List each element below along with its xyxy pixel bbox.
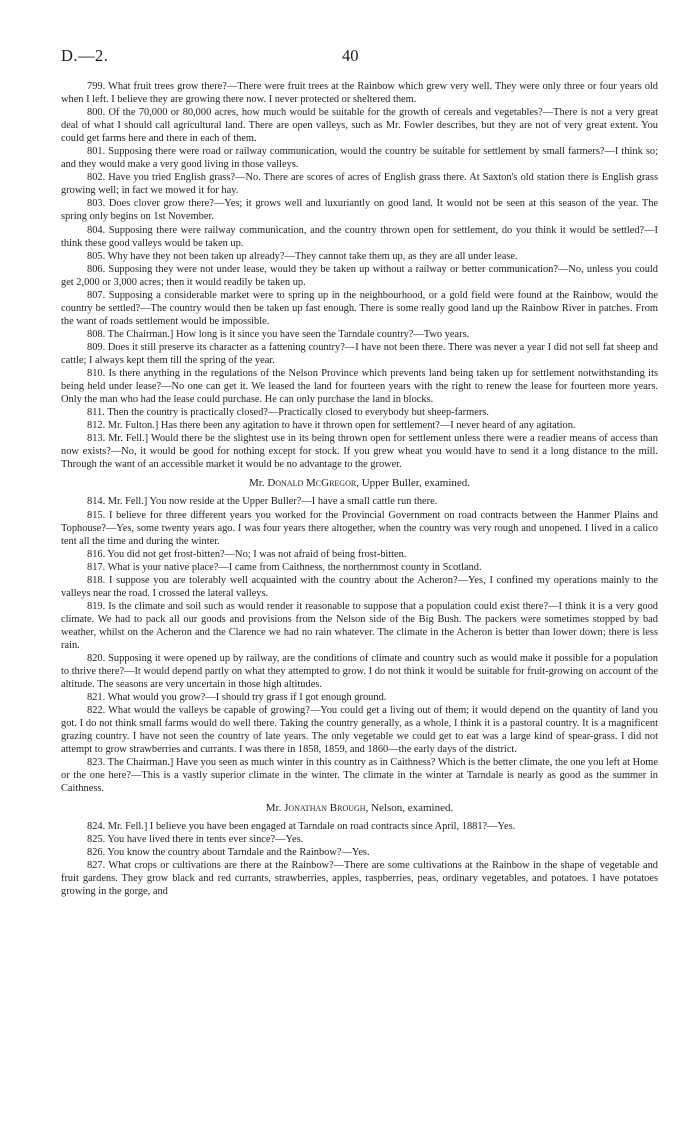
witness-heading-brough: Mr. Jonathan Brough, Nelson, examined. xyxy=(265,801,454,814)
question-825: 825. You have lived there in tents ever since?—Yes. xyxy=(87,833,304,845)
question-800: 800. Of the 70,000 or 80,000 acres, how much would be suitable for the growth of cereals and vegetables?—There is not a very great deal of what I should call agricultural land. There are open valleys, such as Mr. Fowler describes, but they are not of very great extent. You could get farms here and there in each of them. xyxy=(61,107,658,145)
question-811: 811. Then the country is practically closed?—Practically closed to everybody but sheep-farmers. xyxy=(87,407,489,419)
question-808: 808. The Chairman.] How long is it since you have seen the Tarndale country?—Two years. xyxy=(87,328,470,340)
question-817: 817. What is your native place?—I came from Caithness, the northernmost county in Scotland. xyxy=(87,561,482,573)
question-827: 827. What crops or cultivations are there at the Rainbow?—There are some cultivations at the Rainbow in the shape of vegetable and fruit gardens. They grow black and red currants, strawberries, apples, raspberries, peas, ordinary vegetables, and potatoes. I have potatoes growing in the gorge, and xyxy=(61,859,658,897)
witness-name: Jonathan Brough xyxy=(284,801,366,814)
testimony-body xyxy=(61,80,658,898)
question-820: 820. Supposing it were opened up by railway, are the conditions of climate and country such as would make it possible for a population to thrive there?—It would depend partly on what they attempted to grow. I do not think it would be suitable for fruit-growing on account of the altitude. The seasons are very uncertain in those high altitudes. xyxy=(61,653,658,691)
question-816: 816. You did not get frost-bitten?—No; I was not afraid of being frost-bitten. xyxy=(87,548,407,560)
page-number: 40 xyxy=(342,46,359,65)
question-821: 821. What would you grow?—I should try grass if I got enough ground. xyxy=(87,692,387,704)
question-822: 822. What would the valleys be capable of growing?—You could get a living out of them; it would depend on the quantity of land you got. I do not think small farms would do well there. Taking the country generally, as a whole, I think it is a pastoral country. It is a magnificent grazing country. I have not seen the country of late years. The only vegetable we could get to eat was a large kind of spear-grass. I did not attempt to grow strawberries and currants. I was there in 1858, 1859, and 1860—the early days of the district. xyxy=(61,705,658,756)
page-header xyxy=(61,46,658,68)
question-810: 810. Is there anything in the regulations of the Nelson Province which prevents land being taken up for settlement notwithstanding its being held under lease?—No one can get it. We leased the land for fourteen years with the right to renew the lease for fourteen more years. Only the man who had the lease could purchase. He can only purchase the land in blocks. xyxy=(61,368,658,406)
question-818: 818. I suppose you are tolerably well acquainted with the country about the Acheron?—Yes, I confined my operations mainly to the valleys near the road. I crossed the lateral valleys. xyxy=(61,574,658,599)
question-826: 826. You know the country about Tarndale and the Rainbow?—Yes. xyxy=(87,846,370,858)
question-801: 801. Supposing there were road or railway communication, would the country be suitable for settlement by small farmers?—I think so; and they would make a very good living in those valleys. xyxy=(61,146,658,171)
question-809: 809. Does it still preserve its character as a fattening country?—I have not been there. There was never a year I did not sell fat sheep and cattle; I always kept them till the spring of the year. xyxy=(61,341,658,366)
question-814: 814. Mr. Fell.] You now reside at the Upper Buller?—I have a small cattle run there. xyxy=(87,496,438,508)
question-806: 806. Supposing they were not under lease, would they be taken up without a railway or better communication?—No, unless you could get 2,000 or 3,000 acres; then it would readily be taken up. xyxy=(61,263,658,288)
question-823: 823. The Chairman.] Have you seen as much winter in this country as in Caithness? Which is the better climate, the one you left at Home or the one here?—This is a vastly superior climate in the winter. The climate in the winter at Tarndale is nearly as good as the summer in Caithness. xyxy=(61,757,658,795)
question-803: 803. Does clover grow there?—Yes; it grows well and luxuriantly on good land. It would not be seen at this season of the year. The spring only begins on 1st November. xyxy=(61,198,658,223)
question-805: 805. Why have they not been taken up already?—They cannot take them up, as they are all under lease. xyxy=(87,250,518,262)
question-807: 807. Supposing a considerable market were to spring up in the neighbourhood, or a gold field were found at the Rainbow, would the country be settled?—The country would then be taken up fast enough. There is some really good land up the Rainbow River in patches. From the want of roads settlement would be impossible. xyxy=(61,289,658,327)
witness-name: Donald McGregor xyxy=(267,477,357,490)
question-813: 813. Mr. Fell.] Would there be the slightest use in its being thrown open for settlement unless there were a readier means of access than now exists?—No, it would be good for nothing except for stock. If you grew wheat you would have to send it a long distance to the mill. Through the want of an accessible market it would be no advantage to the grower. xyxy=(61,433,658,471)
witness-heading-mcgregor: Mr. Donald McGregor, Upper Buller, examined. xyxy=(248,477,471,490)
question-824: 824. Mr. Fell.] I believe you have been engaged at Tarndale on road contracts since April, 1881?—Yes. xyxy=(87,820,516,832)
question-819: 819. Is the climate and soil such as would render it reasonable to suppose that a population could exist there?—I think it is a very good climate. We had to pack all our goods and provisions from the Nelson side of the Big Bush. The packers were sometimes stopped by bad weather, whilst on the Acheron and the Clarence we had no rain whatever. The climate in the Acheron is better than lower down; there is less rain. xyxy=(61,600,658,651)
question-802: 802. Have you tried English grass?—No. There are scores of acres of English grass there. At Saxton's old station there is English grass growing well; in fact we mowed it for hay. xyxy=(61,172,658,197)
question-799: 799. What fruit trees grow there?—There were fruit trees at the Rainbow which grew very well. They were only three or four years old when I left. I believe they are growing there now. I never protected or sheltered them. xyxy=(61,81,658,106)
document-reference: D.—2. xyxy=(61,46,109,65)
question-804: 804. Supposing there were railway communication, and the country thrown open for settlement, do you think it would be settled?—I think these good valleys would be taken up. xyxy=(61,224,658,249)
question-815: 815. I believe for three different years you worked for the Provincial Government on road contracts between the Hanmer Plains and Tophouse?—Yes, some twenty years ago. I was four years there altogether, when the country was very rough and unopened. I lived in a calico tent all the time and during the winter. xyxy=(61,509,658,547)
question-812: 812. Mr. Fulton.] Has there been any agitation to have it thrown open for settlement?—I never heard of any agitation. xyxy=(87,420,576,432)
